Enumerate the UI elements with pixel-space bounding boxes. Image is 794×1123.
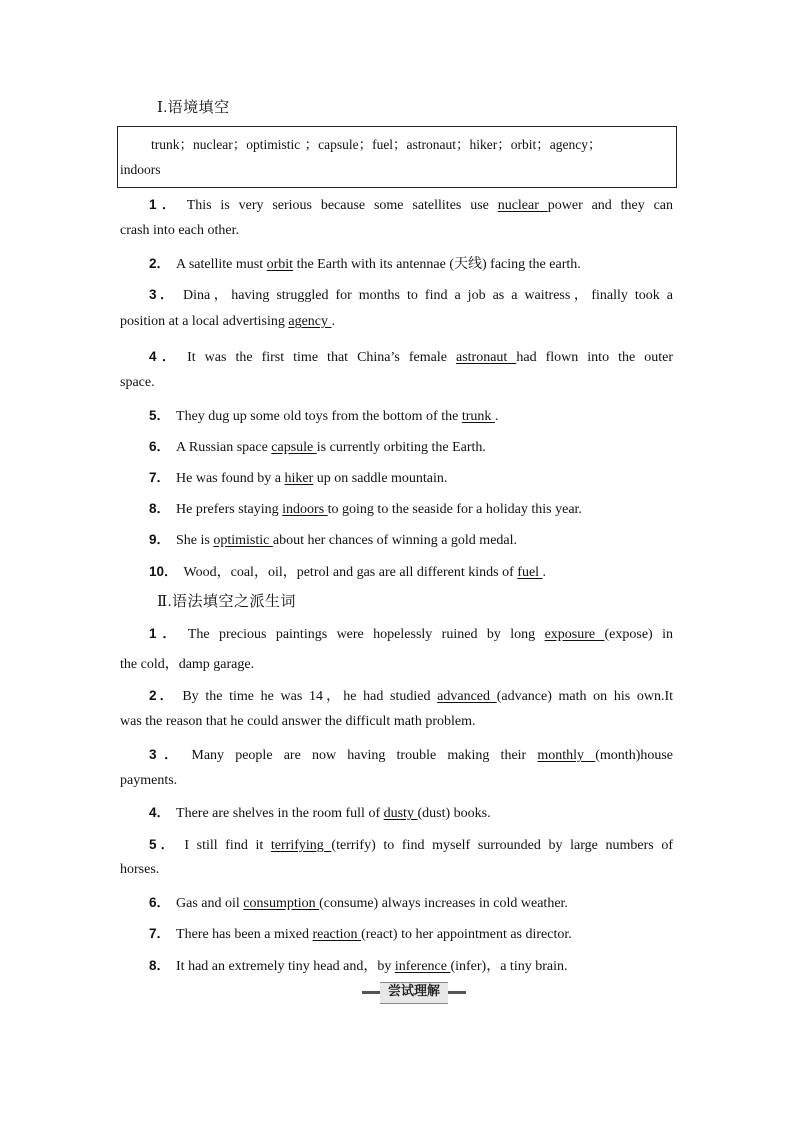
answer: terrifying [270, 838, 332, 853]
s1-item-4: 4． It was the first time that China’s female astronaut had flown into the outer [149, 349, 673, 365]
section-banner [362, 982, 466, 1002]
answer: nuclear [497, 198, 548, 213]
banner-bar-right [448, 991, 466, 994]
word-box-line2: indoors [120, 162, 161, 177]
s1-item-8: 8． He prefers staying indoors to going to the seaside for a holiday this year. [149, 501, 582, 517]
answer: indoors [282, 502, 328, 517]
s2-item-1: 1． The precious paintings were hopelessly ruined by long exposure (expose) in [149, 626, 674, 642]
s2-item-2-cont: was the reason that he could answer the difficult math problem. [120, 714, 476, 729]
answer: exposure [544, 627, 605, 642]
s1-item-3-cont: position at a local advertising agency . [120, 314, 336, 329]
banner-label: 尝试理解 [380, 982, 448, 1004]
answer: astronaut [456, 350, 517, 365]
s2-item-4: 4． There are shelves in the room full of dusty (dust) books. [149, 805, 491, 821]
answer: orbit [266, 257, 294, 272]
answer: hiker [284, 471, 314, 486]
answer: optimistic [213, 533, 273, 548]
answer: monthly [537, 748, 596, 763]
s1-item-2: 2． A satellite must orbit the Earth with its antennae (天线) facing the earth. [149, 256, 581, 272]
s2-item-8: 8． It had an extremely tiny head and，by inference (infer)，a tiny brain. [149, 958, 568, 974]
s1-item-1: 1． This is very serious because some satellites use nuclear power and they can [149, 197, 674, 213]
answer: inference [394, 959, 451, 974]
word-box-line1: trunk；nuclear；optimistic ；capsule；fuel；astronaut；hiker；orbit；agency； [151, 137, 602, 152]
s1-item-1-cont: crash into each other. [120, 223, 239, 238]
s1-item-9: 9． She is optimistic about her chances of winning a gold medal. [149, 532, 518, 548]
s1-item-7: 7． He was found by a hiker up on saddle mountain. [149, 470, 448, 486]
s2-item-5: 5． I still find it terrifying (terrify) to find myself surrounded by large numbers of [149, 837, 674, 853]
s2-item-2: 2． By the time he was 14，he had studied advanced (advance) math on his own.It [149, 688, 674, 704]
section2-heading: Ⅱ.语法填空之派生词 [157, 594, 296, 610]
s2-item-3: 3． Many people are now having trouble making their monthly (month)house [149, 747, 674, 763]
s2-item-3-cont: payments. [120, 773, 178, 788]
answer: dusty [383, 806, 418, 821]
answer: fuel [517, 565, 543, 580]
answer: agency [288, 314, 332, 329]
answer: advanced [437, 689, 497, 704]
s1-item-6: 6． A Russian space capsule is currently orbiting the Earth. [149, 439, 486, 455]
s2-item-1-cont: the cold，damp garage. [120, 657, 255, 672]
answer: trunk [461, 409, 495, 424]
s2-item-6: 6． Gas and oil consumption (consume) always increases in cold weather. [149, 895, 568, 911]
banner-bar-left [362, 991, 380, 994]
s2-item-7: 7． There has been a mixed reaction (react) to her appointment as director. [149, 926, 572, 942]
s1-item-10: 10． Wood，coal，oil，petrol and gas are all different kinds of fuel . [149, 564, 547, 580]
section1-heading: Ⅰ.语境填空 [157, 100, 230, 116]
answer: capsule [271, 440, 317, 455]
answer: consumption [243, 896, 320, 911]
s2-item-5-cont: horses. [120, 862, 160, 877]
word-box [117, 126, 677, 188]
s1-item-5: 5． They dug up some old toys from the bottom of the trunk . [149, 408, 499, 424]
s1-item-3: 3． Dina，having struggled for months to find a job as a waitress，finally took a [149, 287, 673, 303]
answer: reaction [312, 927, 362, 942]
s1-item-4-cont: space. [120, 375, 155, 390]
